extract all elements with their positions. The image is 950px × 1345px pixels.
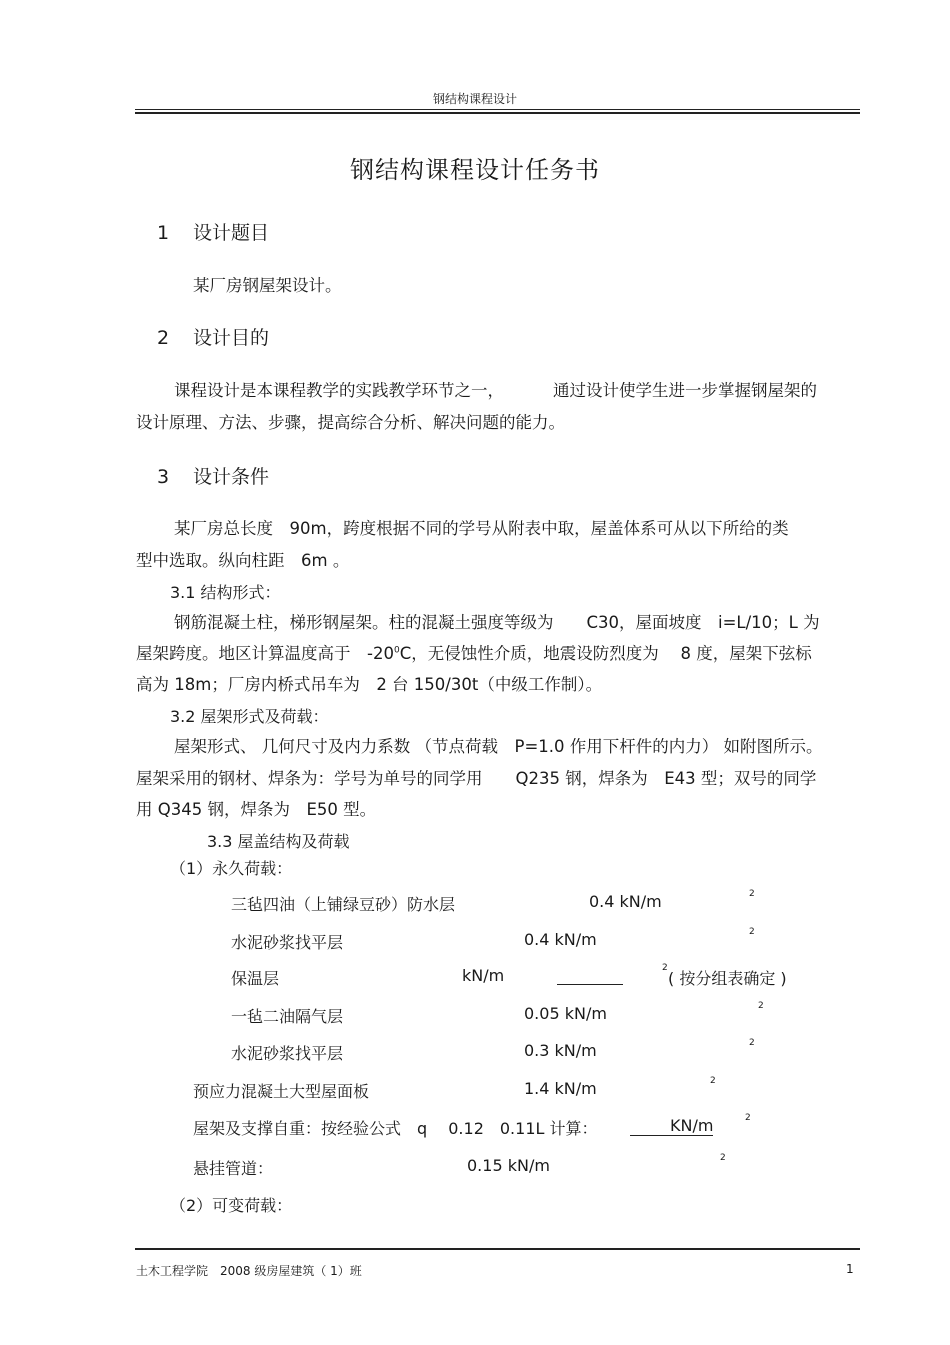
section-title: 设计目的 [193, 327, 270, 349]
running-header: 钢结构课程设计 [432, 92, 517, 106]
fill-in-blank [557, 968, 623, 987]
load-name: 保温层 [231, 969, 280, 988]
load-value: 0.15 kN/m [467, 1156, 550, 1175]
load-name: 预应力混凝土大型屋面板 [193, 1082, 370, 1101]
subsection-3-2-line-2: 屋架采用的钢材、焊条为：学号为单号的同学用 Q235 钢，焊条为 E43 型；双号的同学 [136, 769, 817, 788]
section-number: 3 [157, 466, 170, 488]
load-value: 0.3 kN/m [524, 1041, 597, 1060]
load-unit-superscript: 2 [749, 927, 755, 937]
section-2-heading [157, 323, 269, 350]
section-number: 1 [157, 222, 170, 244]
load-value: 0.4 kN/m [524, 930, 597, 949]
load-unit-superscript: 2 [745, 1113, 751, 1123]
subsection-3-1-line-1: 钢筋混凝土柱，梯形钢屋架。柱的混凝土强度等级为 C30，屋面坡度 i=L/10；L 为 [174, 613, 820, 632]
section-number: 2 [157, 327, 170, 349]
text-segment: 屋架跨度。地区计算温度高于 -20 [136, 644, 394, 663]
load-name: 三毡四油（上铺绿豆砂）防水层 [231, 895, 456, 914]
load-unit-superscript: 2 [749, 1038, 755, 1048]
section-3-heading [157, 462, 269, 489]
load-name: 水泥砂浆找平层 [231, 933, 344, 952]
load-unit-superscript: 2 [720, 1153, 726, 1163]
load-value: 0.4 kN/m [589, 892, 662, 911]
load-unit-superscript: 2 [758, 1001, 764, 1011]
page-number: 1 [846, 1262, 854, 1276]
subsection-3-1-title: 3.1 结构形式： [170, 583, 281, 602]
subsection-3-3-title: 3.3 屋盖结构及荷载 [207, 832, 350, 851]
subsection-3-2-title: 3.2 屋架形式及荷载： [170, 707, 329, 726]
subsection-3-2-line-3: 用 Q345 钢，焊条为 E50 型。 [136, 800, 377, 819]
footer-class-info: 土木工程学院 2008 级房屋建筑（ 1）班 [136, 1264, 362, 1278]
load-value-underlined [630, 1116, 713, 1135]
text-segment: C，无侵蚀性介质，地震设防烈度为 8 度，屋架下弦标 [399, 644, 812, 663]
permanent-loads-title: （1）永久荷载： [170, 859, 293, 878]
document-title: 钢结构课程设计任务书 [350, 156, 600, 184]
subsection-3-1-line-2 [136, 640, 812, 664]
load-value: kN/m [462, 966, 505, 985]
header-rule-thin [135, 109, 860, 110]
subsection-3-1-line-3: 高为 18m；厂房内桥式吊车为 2 台 150/30t（中级工作制）。 [136, 675, 603, 694]
load-name: 一毡二油隔气层 [231, 1007, 344, 1026]
load-note: ( 按分组表确定 ) [668, 969, 787, 988]
section-title: 设计条件 [193, 466, 270, 488]
load-unit-superscript: 2 [710, 1076, 716, 1086]
section-2-line-2: 设计原理、方法、步骤，提高综合分析、解决问题的能力。 [136, 413, 565, 432]
footer-rule [135, 1248, 860, 1250]
section-1-body: 某厂房钢屋架设计。 [193, 276, 342, 295]
load-unit-superscript: 2 [662, 963, 668, 973]
header-rule-thick [135, 112, 860, 114]
superscript: 0 [393, 645, 400, 656]
load-value: KN/m [630, 1116, 713, 1136]
subsection-3-2-line-1: 屋架形式、 几何尺寸及内力系数 （节点荷载 P=1.0 作用下杆件的内力） 如附图所示。 [174, 737, 823, 756]
load-name: 悬挂管道： [193, 1159, 274, 1178]
load-name: 屋架及支撑自重：按经验公式 q 0.12 0.11L 计算： [193, 1119, 598, 1138]
section-2-line-1b: 通过设计使学生进一步掌握钢屋架的 [553, 381, 817, 400]
load-value: 1.4 kN/m [524, 1079, 597, 1098]
section-3-intro-line-1: 某厂房总长度 90m，跨度根据不同的学号从附表中取，屋盖体系可从以下所给的类 [174, 519, 789, 538]
load-value: 0.05 kN/m [524, 1004, 607, 1023]
load-name: 水泥砂浆找平层 [231, 1044, 344, 1063]
load-unit-superscript: 2 [749, 889, 755, 899]
section-1-heading [157, 218, 269, 245]
section-2-line-1a: 课程设计是本课程教学的实践教学环节之一， [174, 381, 504, 400]
variable-loads-title: （2）可变荷载： [170, 1196, 293, 1215]
section-title: 设计题目 [193, 222, 270, 244]
section-3-intro-line-2: 型中选取。纵向柱距 6m 。 [136, 551, 350, 570]
